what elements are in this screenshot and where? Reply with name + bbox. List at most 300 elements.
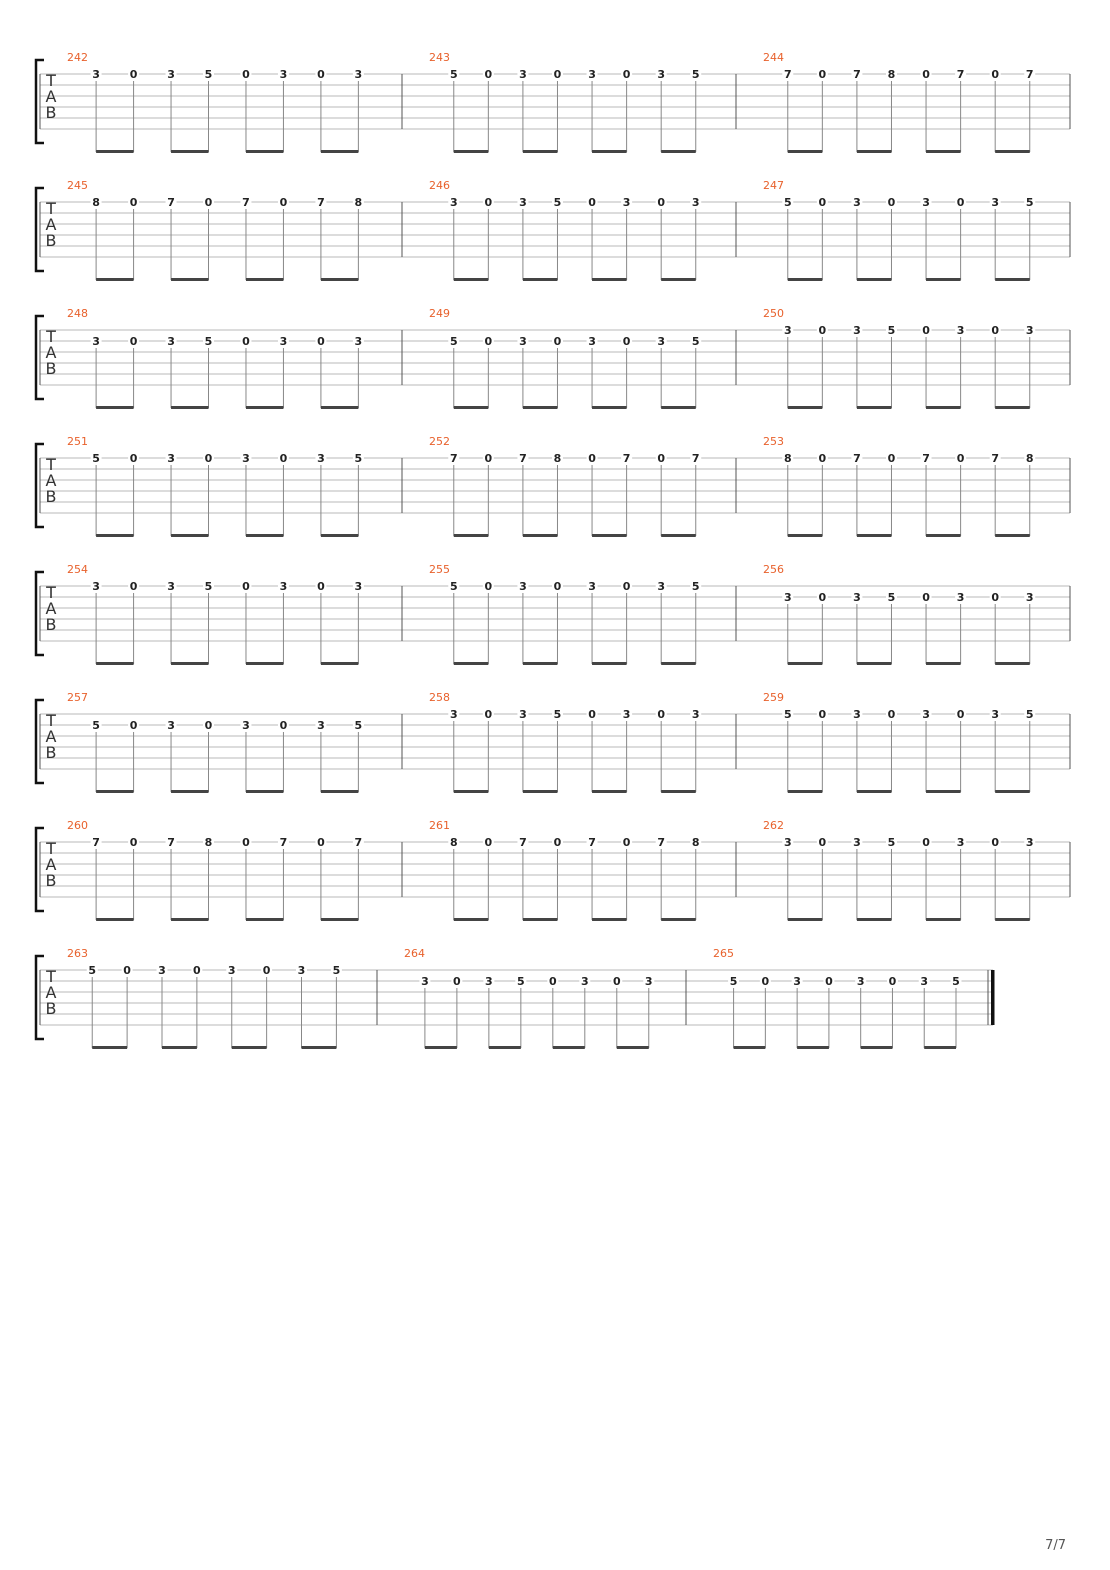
measure-number: 263 [67, 947, 88, 960]
fret-number: 3 [691, 708, 700, 721]
fret-number: 0 [887, 196, 896, 209]
fret-number: 8 [783, 452, 792, 465]
fret-number: 3 [853, 324, 861, 337]
fret-number: 8 [691, 836, 700, 849]
fret-number: 7 [1025, 68, 1034, 81]
measure-number: 253 [763, 435, 784, 448]
fret-number: 0 [657, 708, 666, 721]
fret-number: 0 [123, 964, 131, 977]
beam [454, 406, 489, 409]
fret-number: 3 [297, 964, 306, 977]
beam [926, 790, 961, 793]
beam [246, 790, 283, 793]
fret-number: 3 [691, 196, 700, 209]
fret-number: 3 [92, 580, 100, 593]
clef-letter: B [45, 999, 57, 1018]
fret-number: 3 [1025, 324, 1034, 337]
fret-number: 0 [991, 591, 1000, 604]
fret-number: 3 [920, 975, 929, 988]
beam [321, 918, 358, 921]
fret-number: 0 [484, 196, 493, 209]
fret-number: 0 [887, 708, 896, 721]
fret-number: 0 [204, 452, 213, 465]
fret-number: 0 [279, 196, 288, 209]
fret-number: 8 [887, 68, 896, 81]
fret-number: 0 [991, 68, 1000, 81]
beam [171, 150, 208, 153]
fret-number: 3 [242, 452, 250, 465]
beam [661, 790, 696, 793]
beam [926, 534, 961, 537]
beam [788, 662, 823, 665]
fret-number: 3 [793, 975, 801, 988]
fret-number: 5 [354, 452, 363, 465]
beam [926, 918, 961, 921]
beam [857, 534, 892, 537]
beam [857, 406, 892, 409]
beam [96, 278, 133, 281]
fret-number: 0 [317, 580, 325, 593]
fret-number: 3 [588, 68, 596, 81]
fret-number: 5 [449, 335, 458, 348]
beam [861, 1046, 893, 1049]
fret-number: 0 [279, 452, 288, 465]
clef-letter: T [46, 199, 56, 218]
fret-number: 0 [262, 964, 271, 977]
beam [797, 1046, 829, 1049]
fret-number: 0 [922, 591, 930, 604]
fret-number: 0 [922, 836, 930, 849]
fret-number: 7 [853, 68, 861, 81]
measure-number: 261 [429, 819, 450, 832]
fret-number: 3 [783, 591, 792, 604]
fret-number: 5 [691, 68, 700, 81]
fret-number: 7 [279, 836, 288, 849]
beam [96, 406, 133, 409]
fret-number: 0 [818, 452, 827, 465]
measure-number: 250 [763, 307, 784, 320]
beam [995, 790, 1030, 793]
fret-number: 7 [588, 836, 596, 849]
fret-number: 7 [242, 196, 250, 209]
beam [926, 406, 961, 409]
fret-number: 5 [553, 708, 562, 721]
clef-letter: B [45, 103, 57, 122]
fret-number: 3 [485, 975, 493, 988]
fret-number: 0 [818, 324, 827, 337]
fret-number: 3 [991, 196, 1000, 209]
beam [523, 918, 558, 921]
fret-number: 3 [449, 196, 458, 209]
fret-number: 3 [354, 580, 363, 593]
clef-letter: B [45, 359, 57, 378]
fret-number: 5 [88, 964, 97, 977]
fret-number: 5 [517, 975, 525, 988]
fret-number: 0 [204, 719, 213, 732]
fret-number: 3 [588, 335, 596, 348]
beam [246, 406, 283, 409]
fret-number: 0 [991, 324, 1000, 337]
beam [857, 918, 892, 921]
beam [857, 790, 892, 793]
measure-number: 243 [429, 51, 450, 64]
fret-number: 3 [922, 196, 930, 209]
fret-number: 0 [922, 324, 930, 337]
beam [523, 406, 558, 409]
beam [995, 918, 1030, 921]
measure-number: 260 [67, 819, 88, 832]
fret-number: 3 [242, 719, 250, 732]
beam [661, 278, 696, 281]
fret-number: 0 [129, 719, 138, 732]
measure-number: 248 [67, 307, 88, 320]
beam [857, 150, 892, 153]
beam [171, 662, 208, 665]
fret-number: 3 [279, 580, 288, 593]
fret-number: 3 [657, 580, 666, 593]
fret-number: 3 [279, 335, 288, 348]
beam [321, 534, 358, 537]
fret-number: 0 [453, 975, 461, 988]
fret-number: 0 [818, 708, 827, 721]
final-barline-thick [991, 970, 995, 1025]
measure-number: 245 [67, 179, 88, 192]
clef-letter: A [45, 983, 57, 1002]
beam [246, 534, 283, 537]
fret-number: 3 [279, 68, 288, 81]
fret-number: 3 [853, 591, 861, 604]
beam [592, 150, 627, 153]
measure-number: 259 [763, 691, 784, 704]
fret-number: 3 [1025, 836, 1034, 849]
fret-number: 3 [519, 196, 527, 209]
clef-letter: A [45, 599, 57, 618]
beam [232, 1046, 267, 1049]
fret-number: 5 [92, 719, 100, 732]
fret-number: 3 [317, 719, 325, 732]
beam [321, 278, 358, 281]
fret-number: 3 [519, 68, 527, 81]
beam [661, 406, 696, 409]
fret-number: 7 [783, 68, 792, 81]
fret-number: 7 [92, 836, 100, 849]
beam [924, 1046, 956, 1049]
fret-number: 3 [167, 335, 175, 348]
fret-number: 3 [956, 591, 965, 604]
beam [246, 278, 283, 281]
fret-number: 7 [167, 196, 175, 209]
fret-number: 3 [92, 68, 100, 81]
fret-number: 7 [354, 836, 363, 849]
fret-number: 3 [92, 335, 100, 348]
beam [592, 790, 627, 793]
fret-number: 0 [825, 975, 833, 988]
fret-number: 0 [484, 708, 493, 721]
fret-number: 0 [317, 335, 325, 348]
fret-number: 7 [657, 836, 666, 849]
beam [454, 790, 489, 793]
beam [788, 790, 823, 793]
measure-number: 251 [67, 435, 88, 448]
beam [788, 534, 823, 537]
beam [302, 1046, 337, 1049]
fret-number: 5 [887, 324, 896, 337]
fret-number: 0 [887, 452, 896, 465]
fret-number: 0 [553, 836, 562, 849]
fret-number: 7 [317, 196, 325, 209]
beam [171, 534, 208, 537]
beam [995, 534, 1030, 537]
beam [162, 1046, 197, 1049]
fret-number: 5 [204, 68, 213, 81]
fret-number: 3 [519, 580, 527, 593]
beam [454, 278, 489, 281]
measure-number: 258 [429, 691, 450, 704]
measure-number: 246 [429, 179, 450, 192]
clef-letter: T [46, 967, 56, 986]
fret-number: 3 [158, 964, 166, 977]
fret-number: 5 [92, 452, 100, 465]
fret-number: 3 [317, 452, 325, 465]
page-number: 7/7 [1045, 1538, 1066, 1553]
beam [661, 534, 696, 537]
fret-number: 3 [622, 708, 631, 721]
beam [857, 662, 892, 665]
beam [661, 150, 696, 153]
fret-number: 5 [1025, 196, 1034, 209]
fret-number: 3 [588, 580, 596, 593]
beam [788, 278, 823, 281]
beam [995, 662, 1030, 665]
fret-number: 0 [129, 836, 138, 849]
clef-letter: T [46, 71, 56, 90]
clef-letter: T [46, 327, 56, 346]
measure-number: 265 [713, 947, 734, 960]
fret-number: 0 [242, 836, 250, 849]
fret-number: 0 [922, 68, 930, 81]
fret-number: 0 [317, 836, 325, 849]
beam [995, 406, 1030, 409]
fret-number: 0 [622, 836, 631, 849]
measure-number: 242 [67, 51, 88, 64]
fret-number: 0 [818, 836, 827, 849]
beam [661, 662, 696, 665]
fret-number: 3 [519, 708, 527, 721]
fret-number: 7 [922, 452, 930, 465]
beam [592, 918, 627, 921]
clef-letter: T [46, 583, 56, 602]
fret-number: 3 [580, 975, 589, 988]
beam [734, 1046, 766, 1049]
beam [454, 150, 489, 153]
beam [489, 1046, 521, 1049]
fret-number: 0 [657, 196, 666, 209]
fret-number: 3 [657, 335, 666, 348]
fret-number: 7 [519, 452, 527, 465]
fret-number: 0 [956, 196, 965, 209]
fret-number: 5 [691, 580, 700, 593]
fret-number: 7 [167, 836, 175, 849]
fret-number: 3 [167, 719, 175, 732]
fret-number: 0 [761, 975, 770, 988]
fret-number: 5 [204, 580, 213, 593]
fret-number: 3 [167, 580, 175, 593]
fret-number: 3 [853, 196, 861, 209]
beam [995, 278, 1030, 281]
fret-number: 0 [484, 452, 493, 465]
beam [523, 150, 558, 153]
measure-number: 249 [429, 307, 450, 320]
fret-number: 5 [553, 196, 562, 209]
fret-number: 0 [242, 335, 250, 348]
clef-letter: A [45, 727, 57, 746]
clef-letter: T [46, 455, 56, 474]
beam [171, 918, 208, 921]
fret-number: 0 [612, 975, 621, 988]
fret-number: 7 [853, 452, 861, 465]
clef-letter: B [45, 231, 57, 250]
fret-number: 5 [729, 975, 738, 988]
fret-number: 8 [354, 196, 363, 209]
fret-number: 0 [657, 452, 666, 465]
fret-number: 0 [484, 68, 493, 81]
beam [617, 1046, 649, 1049]
fret-number: 3 [956, 324, 965, 337]
beam [246, 150, 283, 153]
fret-number: 0 [279, 719, 288, 732]
fret-number: 7 [449, 452, 458, 465]
clef-letter: B [45, 487, 57, 506]
fret-number: 0 [622, 335, 631, 348]
fret-number: 0 [818, 68, 827, 81]
fret-number: 3 [167, 452, 175, 465]
beam [926, 278, 961, 281]
beam [592, 406, 627, 409]
fret-number: 0 [129, 452, 138, 465]
fret-number: 5 [1025, 708, 1034, 721]
fret-number: 8 [1025, 452, 1034, 465]
fret-number: 3 [856, 975, 865, 988]
fret-number: 0 [553, 580, 562, 593]
beam [788, 918, 823, 921]
beam [96, 150, 133, 153]
fret-number: 0 [588, 708, 596, 721]
clef-letter: T [46, 839, 56, 858]
fret-number: 0 [129, 196, 138, 209]
beam [246, 918, 283, 921]
fret-number: 0 [204, 196, 213, 209]
fret-number: 7 [691, 452, 700, 465]
beam [857, 278, 892, 281]
beam [553, 1046, 585, 1049]
fret-number: 0 [622, 68, 631, 81]
fret-number: 0 [553, 335, 562, 348]
fret-number: 3 [783, 836, 792, 849]
beam [592, 278, 627, 281]
fret-number: 0 [484, 335, 493, 348]
fret-number: 0 [991, 836, 1000, 849]
fret-number: 0 [242, 580, 250, 593]
fret-number: 0 [242, 68, 250, 81]
measure-number: 255 [429, 563, 450, 576]
beam [425, 1046, 457, 1049]
fret-number: 5 [783, 708, 792, 721]
beam [661, 918, 696, 921]
fret-number: 8 [449, 836, 458, 849]
fret-number: 0 [622, 580, 631, 593]
beam [788, 150, 823, 153]
beam [523, 534, 558, 537]
fret-number: 0 [317, 68, 325, 81]
fret-number: 7 [622, 452, 631, 465]
fret-number: 0 [484, 836, 493, 849]
fret-number: 7 [991, 452, 1000, 465]
measure-number: 256 [763, 563, 784, 576]
measure-number: 254 [67, 563, 88, 576]
fret-number: 0 [129, 335, 138, 348]
fret-number: 0 [193, 964, 201, 977]
beam [788, 406, 823, 409]
clef-letter: B [45, 871, 57, 890]
beam [171, 406, 208, 409]
beam [592, 534, 627, 537]
fret-number: 3 [227, 964, 236, 977]
fret-number: 5 [204, 335, 213, 348]
fret-number: 5 [887, 836, 896, 849]
fret-number: 8 [553, 452, 562, 465]
beam [96, 918, 133, 921]
clef-letter: T [46, 711, 56, 730]
fret-number: 3 [622, 196, 631, 209]
fret-number: 3 [853, 708, 861, 721]
beam [92, 1046, 127, 1049]
fret-number: 0 [588, 196, 596, 209]
fret-number: 8 [92, 196, 100, 209]
measure-number: 257 [67, 691, 88, 704]
fret-number: 5 [691, 335, 700, 348]
clef-letter: A [45, 343, 57, 362]
beam [592, 662, 627, 665]
fret-number: 0 [888, 975, 897, 988]
beam [523, 278, 558, 281]
beam [995, 150, 1030, 153]
fret-number: 3 [991, 708, 1000, 721]
fret-number: 3 [519, 335, 527, 348]
beam [171, 278, 208, 281]
beam [454, 662, 489, 665]
beam [321, 406, 358, 409]
clef-letter: B [45, 743, 57, 762]
clef-letter: A [45, 471, 57, 490]
beam [96, 790, 133, 793]
clef-letter: A [45, 87, 57, 106]
beam [454, 534, 489, 537]
fret-number: 0 [129, 580, 138, 593]
fret-number: 7 [956, 68, 965, 81]
fret-number: 7 [519, 836, 527, 849]
clef-letter: A [45, 215, 57, 234]
fret-number: 0 [818, 196, 827, 209]
beam [246, 662, 283, 665]
measure-number: 247 [763, 179, 784, 192]
beam [523, 662, 558, 665]
fret-number: 3 [853, 836, 861, 849]
fret-number: 3 [783, 324, 792, 337]
fret-number: 3 [922, 708, 930, 721]
clef-letter: B [45, 615, 57, 634]
fret-number: 0 [956, 708, 965, 721]
fret-number: 0 [818, 591, 827, 604]
